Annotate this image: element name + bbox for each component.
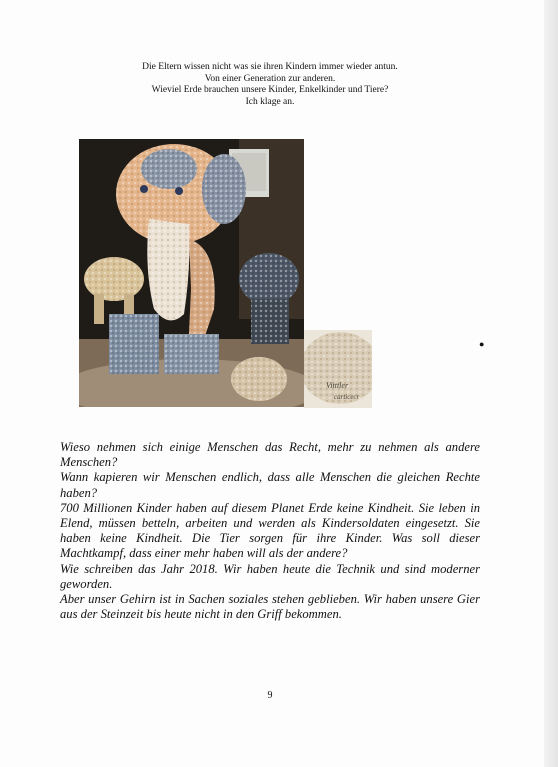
paragraph: Wieso nehmen sich einige Menschen das Recht, mehr zu nehmen als andere Menschen?: [60, 440, 480, 470]
intro-block: [110, 62, 430, 108]
paragraph: Wie schreiben das Jahr 2018. Wir haben heute die Technik und sind moderner geworden.: [60, 561, 480, 591]
intro-line: Von einer Generation zur anderen.: [204, 73, 336, 84]
intro-line: Wieviel Erde brauchen unsere Kinder, Enkelkinder und Tiere?: [151, 85, 389, 96]
signature-line: carticecr: [334, 393, 360, 401]
paragraph: 700 Millionen Kinder haben auf diesem Planet Erde keine Kindheit. Sie leben in Elend, müssen betteln, arbeiten und werden als Kindersoldaten eingesetzt. Sie haben keine Kindheit. Die Tier sorgen für ihre Kinder. Was soll dieser Machtkampf, dass einer mehr haben will als der andere?: [60, 500, 480, 561]
paragraph: Aber unser Gehirn ist in Sachen soziales stehen geblieben. Wir haben unsere Gier aus der Steinzeit bis heute nicht in den Griff bekommen.: [60, 592, 480, 622]
body-text: [60, 440, 480, 622]
stray-mark: ●: [479, 339, 485, 349]
sculpture-photo: [79, 139, 304, 407]
intro-line: Ich klage an.: [245, 96, 295, 107]
paragraph: Wann kapieren wir Menschen endlich, dass alle Menschen die gleichen Rechte haben?: [60, 470, 480, 500]
signature-stone-photo: [304, 330, 372, 408]
intro-line: Die Eltern wissen nicht was sie ihren Kindern immer wieder antun.: [142, 62, 398, 72]
signature-line: Vitttler: [326, 381, 349, 390]
page-edge: [544, 0, 558, 767]
page-number: 9: [267, 690, 273, 701]
